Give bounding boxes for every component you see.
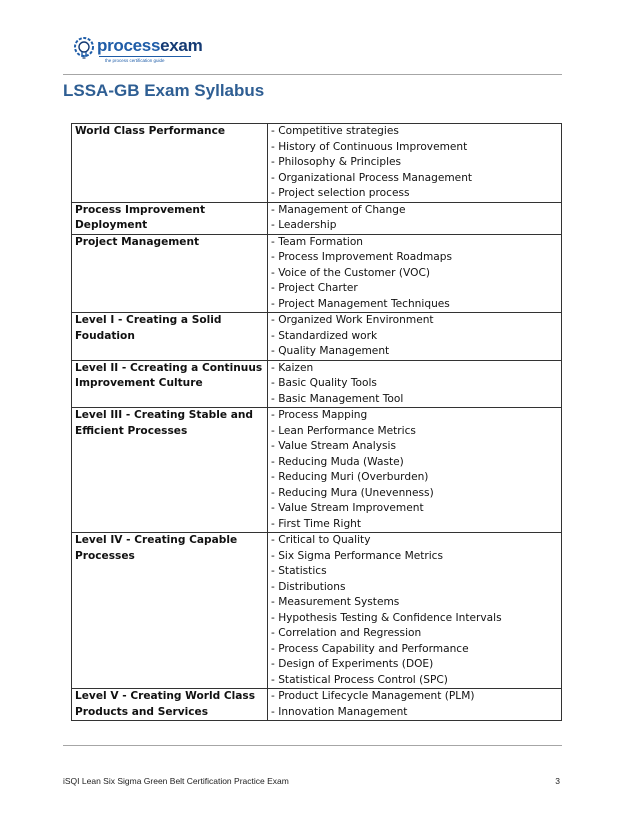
syllabus-topic: - Process Mapping [271, 409, 368, 421]
logo-tagline: the process certification guide [99, 56, 191, 64]
syllabus-topic: - Basic Quality Tools [271, 377, 377, 389]
syllabus-topics [268, 533, 562, 689]
page-title: LSSA-GB Exam Syllabus [63, 81, 265, 100]
syllabus-row [72, 313, 562, 361]
syllabus-row [72, 360, 562, 408]
syllabus-topic: - Product Lifecycle Management (PLM) [271, 690, 475, 702]
syllabus-topic: - Leadership [271, 219, 337, 231]
syllabus-topic: - First Time Right [271, 517, 362, 530]
syllabus-topic: - Quality Management [271, 345, 390, 357]
syllabus-topic: - Reducing Muri (Overburden) [271, 471, 429, 483]
syllabus-row [72, 408, 562, 533]
syllabus-area: World Class Performance [72, 124, 268, 203]
syllabus-table-body [72, 124, 562, 721]
syllabus-area: Project Management [72, 234, 268, 313]
logo-brand-part2: exam [160, 36, 203, 55]
syllabus-topic: - Design of Experiments (DOE) [271, 658, 434, 670]
syllabus-area: Level IV - Creating Capable Processes [72, 533, 268, 689]
header-divider [63, 74, 562, 75]
syllabus-topics [268, 689, 562, 721]
syllabus-table [71, 123, 562, 721]
syllabus-row [72, 533, 562, 689]
syllabus-topics [268, 360, 562, 408]
syllabus-area: Level V - Creating World Class Products and Services [72, 689, 268, 721]
lightbulb-gear-icon [73, 36, 99, 62]
logo-wordmark [97, 36, 202, 56]
syllabus-row [72, 202, 562, 234]
syllabus-row [72, 689, 562, 721]
syllabus-area: Level III - Creating Stable and Efficient Processes [72, 408, 268, 533]
footer-title: iSQI Lean Six Sigma Green Belt Certification Practice Exam [63, 776, 289, 786]
syllabus-topic: - Project Charter [271, 282, 358, 294]
syllabus-area: Level II - Ccreating a Continuus Improvement Culture [72, 360, 268, 408]
syllabus-topic: - Hypothesis Testing & Confidence Intervals [271, 611, 502, 624]
syllabus-topic: - Six Sigma Performance Metrics [271, 549, 444, 562]
syllabus-topic: - Reducing Mura (Unevenness) [271, 486, 434, 499]
syllabus-topics [268, 202, 562, 234]
syllabus-topic: - Innovation Management [271, 705, 408, 718]
syllabus-topic: - Project selection process [271, 187, 410, 199]
syllabus-topic: - Organizational Process Management [271, 171, 473, 184]
logo-brand-part1: process [97, 36, 161, 55]
syllabus-topic: - Organized Work Environment [271, 314, 434, 326]
syllabus-topic: - Kaizen [271, 361, 314, 374]
syllabus-topic: - Voice of the Customer (VOC) [271, 266, 430, 279]
syllabus-topic: - Process Capability and Performance [271, 642, 469, 655]
syllabus-topic: - Critical to Quality [271, 534, 371, 546]
syllabus-area: Level I - Creating a Solid Foudation [72, 313, 268, 361]
syllabus-row [72, 124, 562, 203]
syllabus-topics [268, 124, 562, 203]
syllabus-row [72, 234, 562, 313]
syllabus-topic: - Management of Change [271, 203, 406, 216]
syllabus-topic: - Standardized work [271, 329, 378, 342]
syllabus-topics [268, 408, 562, 533]
page-footer [63, 775, 562, 787]
syllabus-topics [268, 234, 562, 313]
syllabus-topic: - Project Management Techniques [271, 297, 450, 310]
syllabus-area: Process Improvement Deployment [72, 202, 268, 234]
syllabus-topics [268, 313, 562, 361]
syllabus-topic: - Basic Management Tool [271, 392, 404, 405]
syllabus-topic: - Value Stream Improvement [271, 502, 424, 514]
syllabus-topic: - Measurement Systems [271, 596, 400, 608]
syllabus-topic: - Correlation and Regression [271, 627, 422, 639]
syllabus-topic: - History of Continuous Improvement [271, 140, 468, 153]
syllabus-topic: - Philosophy & Principles [271, 156, 402, 168]
syllabus-topic: - Value Stream Analysis [271, 440, 396, 452]
syllabus-topic: - Statistics [271, 565, 327, 577]
footer-divider [63, 745, 562, 746]
syllabus-topic: - Team Formation [271, 235, 364, 248]
syllabus-topic: - Distributions [271, 580, 346, 593]
page-number: 3 [555, 776, 560, 786]
syllabus-topic: - Process Improvement Roadmaps [271, 251, 453, 263]
syllabus-topic: - Competitive strategies [271, 125, 399, 137]
syllabus-topic: - Reducing Muda (Waste) [271, 455, 404, 468]
syllabus-topic: - Lean Performance Metrics [271, 424, 416, 437]
syllabus-topic: - Statistical Process Control (SPC) [271, 673, 448, 686]
